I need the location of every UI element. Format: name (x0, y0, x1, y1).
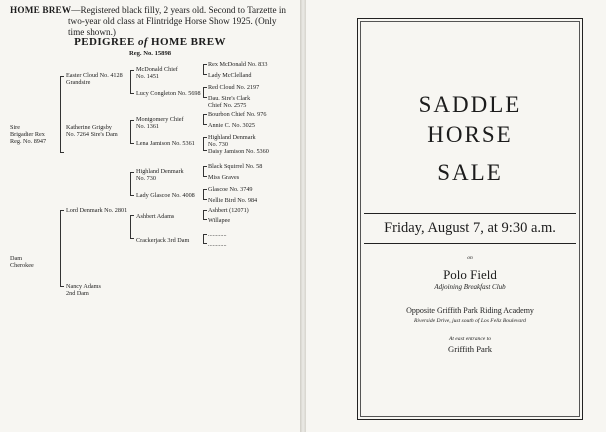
gen4-entry: Lady McClelland (208, 72, 252, 79)
date-rule-bottom (364, 243, 576, 244)
gen3-entry-5: Highland Denmark No. 730 (136, 168, 184, 183)
bracket-g4-4 (203, 137, 207, 151)
gen4-entry: Highland Denmark No. 730 (208, 134, 256, 149)
sale-date: Friday, August 7, at 9:30 a.m. (384, 220, 556, 236)
bracket-g4-3 (203, 114, 207, 125)
gen3-entry-3: Montgomery Chief No. 1361 (136, 116, 184, 131)
bracket-g4-6 (203, 189, 207, 200)
gen4-entry: Black Squirrel No. 58 (208, 163, 263, 170)
bracket-g4-7 (203, 210, 207, 220)
dam-sire-entry: Lord Denmark No. 2801 (66, 207, 128, 214)
bracket-dam (60, 210, 64, 287)
gen3-entry-6: Lady Glascoe No. 4008 (136, 192, 195, 199)
second-dam-entry: Nancy Adams 2nd Dam (66, 283, 101, 298)
sire-entry: Sire Brigadier Rex Reg. No. 8947 (10, 124, 47, 146)
grandsire-entry: Easter Cloud No. 4128 Grandsire (66, 72, 123, 87)
bracket-second-dam (130, 215, 134, 239)
east-entrance-text: At east entrance to (448, 336, 492, 342)
intro-paragraph (10, 5, 295, 38)
cover-inner-border (360, 21, 580, 417)
gen4-entry: Bourbon Chief No. 976 (208, 111, 267, 118)
title-sale: SALE (437, 160, 503, 185)
on-label: on (467, 255, 473, 261)
gen4-entry: ............ (208, 231, 227, 238)
bracket-g4-5 (203, 166, 207, 177)
gen4-entry: Daisy Jamison No. 5360 (208, 148, 269, 155)
park-name: Griffith Park (448, 344, 492, 354)
dam-entry: Dam Cherokee (10, 255, 34, 270)
bracket-dam-sire (130, 172, 134, 196)
bracket-sires-dam (130, 120, 134, 144)
adjoining-text: Adjoining Breakfast Club (434, 283, 506, 291)
gen4-entry: Glascoe No. 3749 (208, 186, 253, 193)
horse-name: HOME BREW (10, 5, 72, 15)
gen3-entry-7: Ashbert Adams (136, 213, 175, 220)
gen4-entry: Rex McDonald No. 833 (208, 61, 268, 68)
bracket-g4-2 (203, 87, 207, 98)
gen4-entry: ............ (208, 241, 227, 248)
venue-name: Polo Field (443, 267, 497, 282)
gen4-entry: Ashbert (12071) (208, 207, 249, 214)
gen4-entry: Willapee (208, 217, 231, 224)
bracket-sire (60, 76, 64, 153)
pedigree-title: PEDIGREE of HOME BREW (74, 36, 226, 48)
gen3-entry-8: Crackerjack 3rd Dam (136, 237, 190, 244)
gen4-entry: Red Cloud No. 2197 (208, 84, 260, 91)
registration-number: Reg. No. 15898 (128, 50, 172, 57)
bracket-grandsire (130, 70, 134, 94)
date-rule-top (364, 213, 576, 214)
bracket-g4-1 (203, 64, 207, 75)
opposite-text: Opposite Griffith Park Riding Academy (406, 306, 534, 315)
title-saddle: SADDLE (418, 92, 522, 117)
gen4-entry: Miss Graves (208, 174, 240, 181)
intro-line-1: —Registered black filly, 2 years old. Second to Tarzette in (71, 5, 286, 15)
sires-dam-entry: Katherine Grigsby No. 7264 Sire's Dam (66, 124, 118, 139)
gen3-entry-1: McDonald Chief No. 1451 (136, 66, 178, 81)
gen3-entry-4: Lena Jamison No. 5361 (136, 140, 195, 147)
gen4-entry: Annie C. No. 3025 (208, 122, 255, 129)
bracket-g4-8 (203, 234, 207, 244)
gen3-entry-2: Lucy Congleton No. 5698 (136, 90, 201, 97)
riverside-text: Riverside Drive, just south of Los Feliz Boulevard (414, 318, 526, 324)
intro-line-2: two-year old class at Flintridge Horse Show 1925. (Only time shown.) (68, 16, 277, 37)
title-horse: HORSE (427, 122, 513, 147)
gen4-entry: Dau. Sire's Clark Chief No. 2575 (208, 95, 251, 110)
gen4-entry: Nellie Bird No. 984 (208, 197, 258, 204)
